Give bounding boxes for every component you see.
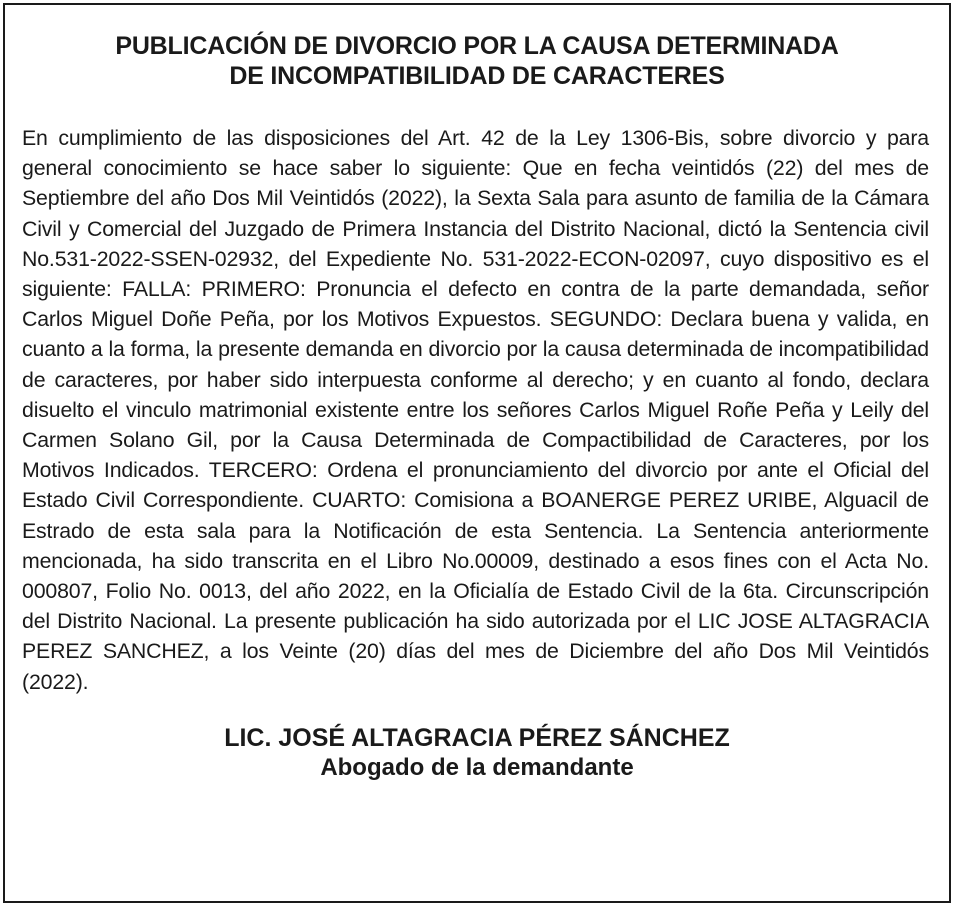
notice-title-line-1: PUBLICACIÓN DE DIVORCIO POR LA CAUSA DETERMINADA xyxy=(115,32,839,60)
signature-name: LIC. JOSÉ ALTAGRACIA PÉREZ SÁNCHEZ xyxy=(224,723,730,752)
notice-body: En cumplimiento de las disposiciones del Art. 42 de la Ley 1306-Bis, sobre divorcio y para general conocimiento se hace saber lo siguiente: Que en fecha veintidós (22) del mes de Septiembre del año Dos Mil Veintidós (2022), la Sexta Sala para asunto de familia de la Cámara Civil y Comercial del Juzgado de Primera Instancia del Distrito Nacional, dictó la Sentencia civil No.531-2022-SSEN-02932, del Expediente No. 531-2022-ECON-02097, cuyo dispositivo es el siguiente: FALLA: PRIMERO: Pronuncia el defecto en contra de la parte demandada, señor Carlos Miguel Doñe Peña, por los Motivos Expuestos. SEGUNDO: Declara buena y valida, en cuanto a la forma, la presente demanda en divorcio por la causa determinada de incompatibilidad de caracteres, por haber sido interpuesta conforme al derecho; y en cuanto al fondo, declara disuelto el vinculo matrimonial existente entre los señores Carlos Miguel Roñe Peña y Leily del Carmen Solano Gil, por la Causa Determinada de Compactibilidad de Caracteres, por los Motivos Indicados. TERCERO: Ordena el pronunciamiento del divorcio por ante el Oficial del Estado Civil Correspondiente. CUARTO: Comisiona a BOANERGE PEREZ URIBE, Alguacil de Estrado de esta sala para la Notificación de esta Sentencia. La Sentencia anteriormente mencionada, ha sido transcrita en el Libro No.00009, destinado a esos fines con el Acta No. 000807, Folio No. 0013, del año 2022, en la Oficialía de Estado Civil de la 6ta. Circunscripción del Distrito Nacional. La presente publicación ha sido autorizada por el LIC JOSE ALTAGRACIA PEREZ SANCHEZ, a los Veinte (20) días del mes de Diciembre del año Dos Mil Veintidós (2022). xyxy=(22,126,929,694)
notice-title xyxy=(5,31,949,91)
signature-block xyxy=(5,723,949,782)
legal-notice xyxy=(3,3,951,903)
signature-role: Abogado de la demandante xyxy=(320,753,634,781)
notice-title-line-2: DE INCOMPATIBILIDAD DE CARACTERES xyxy=(229,62,725,90)
